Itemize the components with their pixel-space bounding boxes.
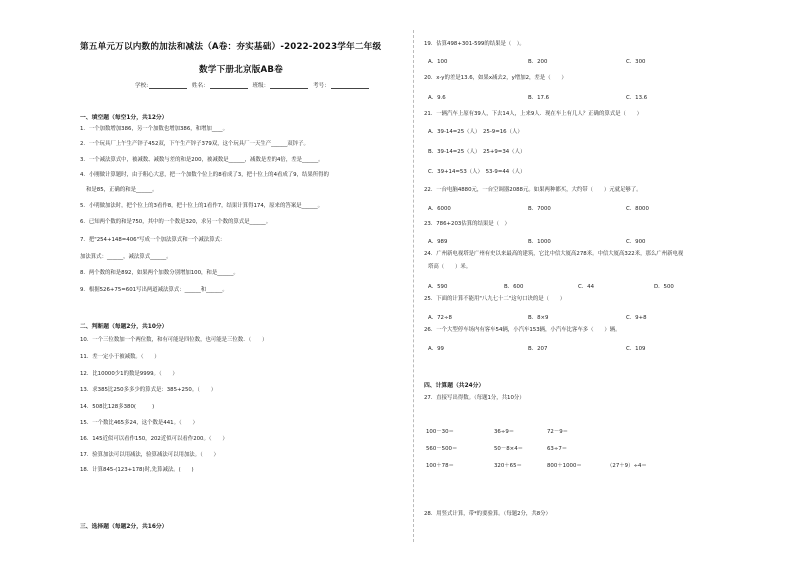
calc-item: 50－8×4＝	[494, 446, 524, 452]
question-item: 15．一个数比465多24，这个数是441。（ ）	[80, 420, 198, 426]
question-item: 加法算式：______，减法算式______。	[80, 254, 172, 260]
option-c[interactable]: C．39+14=53（人） 53-9=44（人）	[428, 169, 526, 175]
options-row	[424, 204, 724, 212]
school-label: 学校:	[135, 83, 149, 89]
question-item: 10．一个三位数加一个两位数，和有可能是四位数，也可能是三位数．（ ）	[80, 337, 268, 343]
section-fill-in-heading: 一、填空题（每空1分，共12分）	[80, 115, 168, 121]
option-b[interactable]: B．200	[528, 59, 548, 65]
calc-item: 72－9＝	[547, 429, 569, 435]
option-c[interactable]: C．13.6	[626, 95, 648, 101]
option-a[interactable]: A．9.6	[428, 95, 446, 101]
question-item: 2．一个玩具厂上午生产锌子452双，下午生产锌子379双，这个玩具厂一天生产______双锌子。	[80, 141, 309, 147]
options-row	[424, 93, 724, 101]
question-item: 6．已知两个数的和是750，其中的一个数是320，求另一个数的算式是______。	[80, 219, 272, 225]
calc-item: 560－500＝	[426, 446, 458, 452]
option-a[interactable]: A．989	[428, 239, 448, 245]
option-b[interactable]: B．600	[504, 284, 524, 290]
question-item: 7．把"254+148=406"写成一个加法算式和一个减法算式：	[80, 237, 226, 243]
options-row	[424, 313, 724, 321]
options-row	[424, 57, 724, 65]
option-a[interactable]: A．99	[428, 346, 444, 352]
question-item: 塔高（ ）米。	[428, 264, 472, 270]
option-c[interactable]: C．44	[578, 284, 595, 290]
option-b[interactable]: B．1000	[528, 239, 551, 245]
option-a[interactable]: A．100	[428, 59, 448, 65]
section-calc-heading: 四、计算题（共24分）	[424, 383, 485, 389]
option-c[interactable]: C．900	[626, 239, 646, 245]
option-b[interactable]: B．7000	[528, 206, 551, 212]
class-field[interactable]	[270, 82, 308, 89]
question-item: 3．一个减法算式中，被减数、减数与差的和是200，被减数是______，减数是差的4倍，差是______。	[80, 157, 324, 163]
question-item: 11．差一定小于被减数。（ ）	[80, 354, 160, 360]
question-item: 27．直接写出得数。（每题1分，共10分）	[424, 395, 525, 401]
option-a[interactable]: A．6000	[428, 206, 451, 212]
option-b[interactable]: B．207	[528, 346, 548, 352]
calc-item: （27＋9）÷4＝	[607, 463, 647, 469]
options-row	[424, 344, 724, 352]
option-b[interactable]: B．8×9	[528, 315, 549, 321]
calc-item: 63÷7＝	[547, 446, 568, 452]
section-judge-heading: 二、判断题（每题2分，共10分）	[80, 324, 168, 330]
question-item: 19．估算498+301-599的结果是（ ）。	[424, 41, 525, 47]
question-item: 和是85，正确的和是______。	[86, 187, 158, 193]
question-item: 25．下面的计算不能用"八九七十二"这句口诀的是（ ）	[424, 296, 566, 302]
option-a[interactable]: A．590	[428, 284, 448, 290]
student-info-line	[135, 81, 372, 89]
name-field[interactable]	[210, 82, 248, 89]
calc-item: 320＋65＝	[494, 463, 522, 469]
option-c[interactable]: C．300	[626, 59, 646, 65]
option-c[interactable]: C．109	[626, 346, 646, 352]
question-item: 8．两个数的和是892，如果两个加数分别增加100，和是______。	[80, 270, 239, 276]
question-item: 1．一个加数增加386，另一个加数也增加386，和增加____。	[80, 126, 228, 132]
class-label: 班级：	[252, 83, 270, 89]
exam-no-label: 考号：	[313, 83, 330, 89]
option-a[interactable]: A．39-14=25（人） 25-9=16（人）	[428, 129, 523, 135]
option-b[interactable]: B．17.6	[528, 95, 550, 101]
question-item: 26．一个大型停车场内有客车54辆，小汽车153辆，小汽车比客车多（ ）辆。	[424, 327, 621, 333]
calc-item: 36÷9＝	[494, 429, 515, 435]
calc-item: 100＋78＝	[426, 463, 454, 469]
question-item: 18．计算845-(123+178)时,先算减法。( )	[80, 467, 194, 473]
exam-title-line2: 数学下册北京版AB卷	[199, 65, 283, 75]
section-choice-heading: 三、选择题（每题2分，共16分）	[80, 524, 168, 530]
question-item: 24．广州新电视塔是广州有史以来最高的建筑，它比中信大厦高278米。中信大厦高322米，那么广州新电视	[424, 251, 684, 257]
question-item: 28．用竖式计算，带*的要验算。（每题2分，共8分）	[424, 511, 551, 517]
name-label: 姓名：	[191, 83, 209, 89]
calc-item: 100－30＝	[426, 429, 454, 435]
question-item: 20．x-y的差是13.6，如果x减去2，y增加2，差是（ ）	[424, 75, 567, 81]
question-item: 16．145近似可以看作150，202近似可以看作200。（ ）	[80, 436, 228, 442]
question-item: 13．求385比250多多少的算式是：385+250。（ ）	[80, 387, 217, 393]
school-field[interactable]	[149, 82, 187, 89]
option-a[interactable]: A．72÷8	[428, 315, 452, 321]
exam-no-field[interactable]	[331, 82, 369, 89]
exam-title-line1: 第五单元万以内数的加法和减法（A卷：夯实基础）-2022-2023学年二年级	[80, 42, 382, 52]
question-item: 5．小明做加法时，把个位上的3看作8，把十位上的1看作7，结果计算得174，原来的答案是______。	[80, 203, 324, 209]
question-item: 4．小刚做计算题时，由于粗心大意，把一个加数个位上的8看成了3，把十位上的4看成了9，结果所得的	[80, 172, 329, 178]
question-item: 21．一辆汽车上原有39人，下去14人，上来9人．现在车上有几人？正确的算式是（ ）	[424, 111, 643, 117]
question-item: 23．786+203估算的结果是（ ）	[424, 221, 510, 227]
question-item: 12．比10000少1的数是9999。（ ）	[80, 371, 178, 377]
question-item: 17．验算加法可以用减法，验算减法可以用加法。（ ）	[80, 452, 219, 458]
column-divider	[413, 30, 414, 542]
question-item: 22．一台电脑4880元，一台空调器2088元。如果两种都买，大约带（ ）元就足够了。	[424, 187, 642, 193]
question-item: 9．根据526+75=601写出两道减法算式：______和______。	[80, 287, 228, 293]
option-c[interactable]: C．8000	[626, 206, 649, 212]
option-b[interactable]: B．39-14=25（人） 25+9=34（人）	[428, 149, 526, 155]
calc-item: 800＋1000＝	[547, 463, 582, 469]
options-row	[424, 282, 730, 290]
options-row	[424, 237, 724, 245]
option-c[interactable]: C．9+8	[626, 315, 647, 321]
option-d[interactable]: D．500	[654, 284, 674, 290]
question-item: 14．508比128多380( )	[80, 404, 155, 410]
